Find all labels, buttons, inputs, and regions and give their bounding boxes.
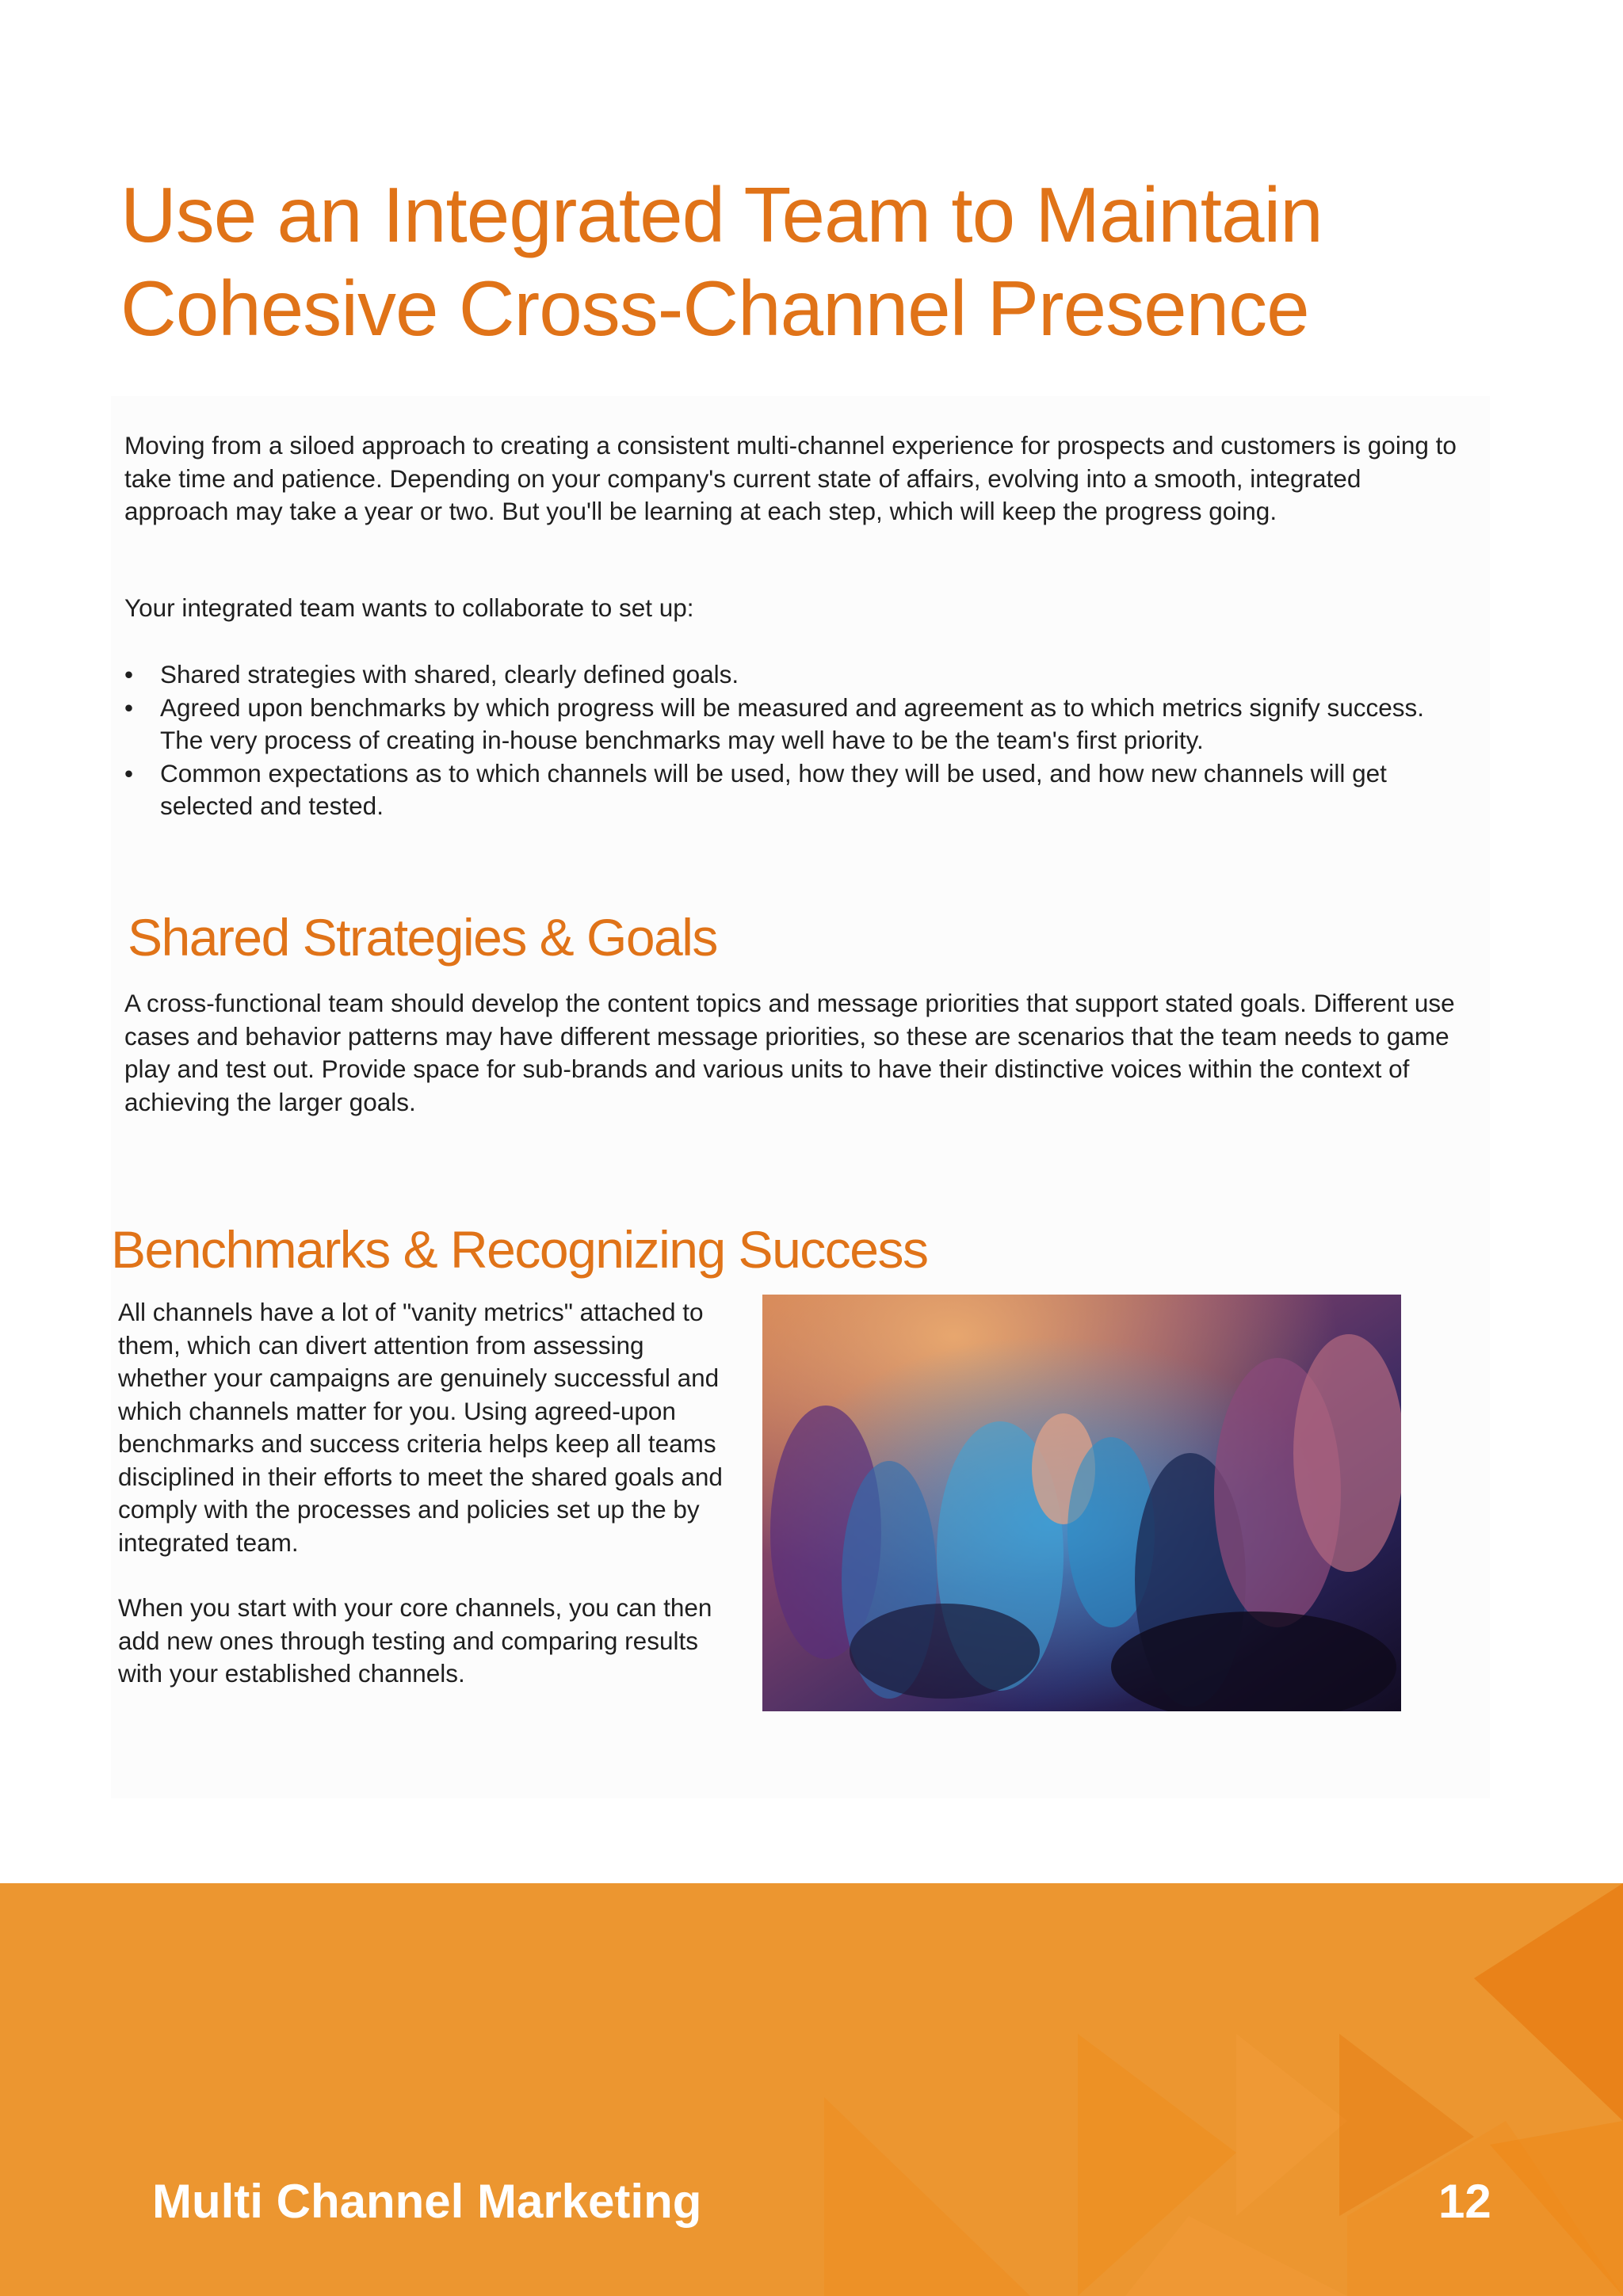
page-number: 12 bbox=[1438, 2175, 1491, 2228]
benchmarks-paragraph-1: All channels have a lot of "vanity metrics" attached to them, which can divert attention from assessing whether your campaigns are genuinely successful and which channels matter for you. Using agreed-upon benchmarks and success criteria helps keep all teams disciplined in their efforts to meet the shared goals and comply with the processes and policies set up the by integrated team. bbox=[118, 1298, 723, 1557]
intro-paragraph: Moving from a siloed approach to creating a consistent multi-channel experience for prospects and customers is going to take time and patience. Depending on your company's current state of affairs, evolving into a smooth, integrated approach may take a year or two. But you'll be learning at each step, which will keep the progress going. bbox=[124, 431, 1457, 525]
bullet-item-1 bbox=[124, 658, 1472, 692]
bullet-item-2 bbox=[124, 692, 1472, 757]
bullet-icon: • bbox=[124, 758, 134, 788]
page-title-line-2: Cohesive Cross-Channel Presence bbox=[120, 265, 1309, 352]
bullet-text-3: Common expectations as to which channels will be used, how they will be used, and how new channels will get selected and tested. bbox=[160, 758, 1387, 820]
intro-lead: Your integrated team wants to collaborate to set up: bbox=[124, 593, 694, 622]
bullet-icon: • bbox=[124, 660, 134, 688]
strategies-paragraph: A cross-functional team should develop the content topics and message priorities that support stated goals. Different use cases and behavior patterns may have different message priorities, so these are scenarios that the team needs to game play and test out. Provide space for sub-brands and various units to have their distinctive voices within the context of achieving the larger goals. bbox=[124, 989, 1455, 1116]
bullet-list bbox=[124, 658, 1472, 823]
concert-crowd-photo bbox=[762, 1295, 1401, 1711]
footer-banner bbox=[0, 1883, 1623, 2296]
bullet-text-1: Shared strategies with shared, clearly defined goals. bbox=[160, 660, 739, 688]
benchmarks-text bbox=[118, 1296, 728, 1691]
page-title bbox=[120, 168, 1547, 355]
strategies-heading: Shared Strategies & Goals bbox=[128, 908, 717, 967]
bullet-item-3 bbox=[124, 757, 1472, 823]
triangle-pattern-icon bbox=[0, 1883, 1623, 2296]
page-title-line-1: Use an Integrated Team to Maintain bbox=[120, 171, 1323, 258]
benchmarks-heading: Benchmarks & Recognizing Success bbox=[111, 1220, 928, 1279]
footer-title: Multi Channel Marketing bbox=[152, 2175, 702, 2228]
benchmarks-paragraph-2: When you start with your core channels, you can then add new ones through testing and comparing results with your established channels. bbox=[118, 1593, 712, 1688]
bullet-icon: • bbox=[124, 692, 134, 722]
bullet-text-2: Agreed upon benchmarks by which progress will be measured and agreement as to which metrics signify success. The very process of creating in-house benchmarks may well have to be the team's first priority. bbox=[160, 692, 1425, 754]
